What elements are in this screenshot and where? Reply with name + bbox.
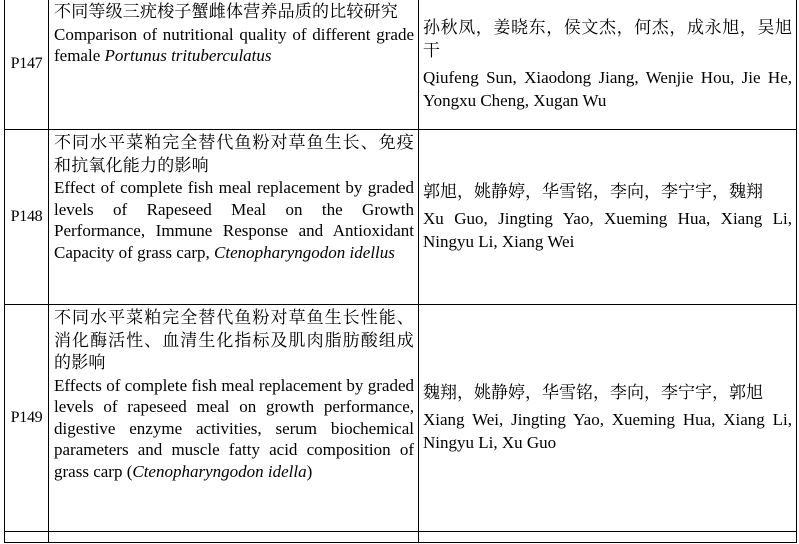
table-row (5, 0, 797, 130)
paper-title-en (54, 24, 414, 67)
species-name: Ctenopharyngodon idella (132, 461, 307, 481)
paper-title-en-text: Effect of complete fish meal replacement by graded levels of Rapeseed Meal on the Growth Performance, Immune Response and Antioxidant Capacity of grass carp, (54, 178, 414, 262)
paper-title-zh: 不同水平菜粕完全替代鱼粉对草鱼生长性能、消化酶活性、血清生化指标及肌肉脂肪酸组成的影响 (54, 308, 414, 373)
paper-title-zh: 不同等级三疣梭子蟹雌体营养品质的比较研究 (54, 2, 398, 22)
paper-id: P148 (5, 130, 49, 305)
partial-cell (5, 532, 49, 543)
paper-authors-cell (419, 305, 797, 532)
table-row-partial (5, 532, 797, 543)
paper-title-zh: 不同水平菜粕完全替代鱼粉对草鱼生长、免疫和抗氧化能力的影响 (54, 133, 414, 176)
paper-id: P149 (5, 305, 49, 532)
authors-zh: 魏翔，姚静婷，华雪铭，李向，李宁宇，郭旭 (423, 383, 763, 403)
paper-title-cell (49, 130, 419, 305)
paper-title-en-text: Effects of complete fish meal replacement by graded levels of rapeseed meal on growth performance, digestive enzyme activities, serum biochemical parameters and muscle fatty acid composition of grass carp ( (54, 375, 414, 481)
authors-en: Xiang Wei, Jingting Yao, Xueming Hua, Xiang Li, Ningyu Li, Xu Guo (423, 410, 792, 452)
paper-title-en (54, 375, 414, 483)
authors-en: Qiufeng Sun, Xiaodong Jiang, Wenjie Hou, Jie He, Yongxu Cheng, Xugan Wu (423, 67, 792, 110)
table-row (5, 130, 797, 305)
paper-title-en (54, 177, 414, 263)
authors-zh: 郭旭，姚静婷，华雪铭，李向，李宁宇，魏翔 (423, 182, 763, 202)
species-name: Ctenopharyngodon idellus (214, 242, 395, 262)
paper-title-en-text: Comparison of nutritional quality of different grade female (54, 24, 414, 65)
authors-en: Xu Guo, Jingting Yao, Xueming Hua, Xiang Li, Ningyu Li, Xiang Wei (423, 209, 792, 251)
authors-zh: 孙秋凤，姜晓东，侯文杰，何杰，成永旭，吴旭干 (423, 17, 792, 61)
paper-title-en-tail: ) (306, 461, 313, 481)
partial-cell (49, 532, 419, 543)
paper-authors-cell (419, 0, 797, 130)
paper-title-cell (49, 0, 419, 130)
paper-title-cell (49, 305, 419, 532)
partial-cell (419, 532, 797, 543)
species-name: Portunus trituberculatus (104, 46, 272, 65)
table-row (5, 305, 797, 532)
paper-authors-cell (419, 130, 797, 305)
paper-id: P147 (5, 0, 49, 130)
program-table (4, 0, 797, 543)
